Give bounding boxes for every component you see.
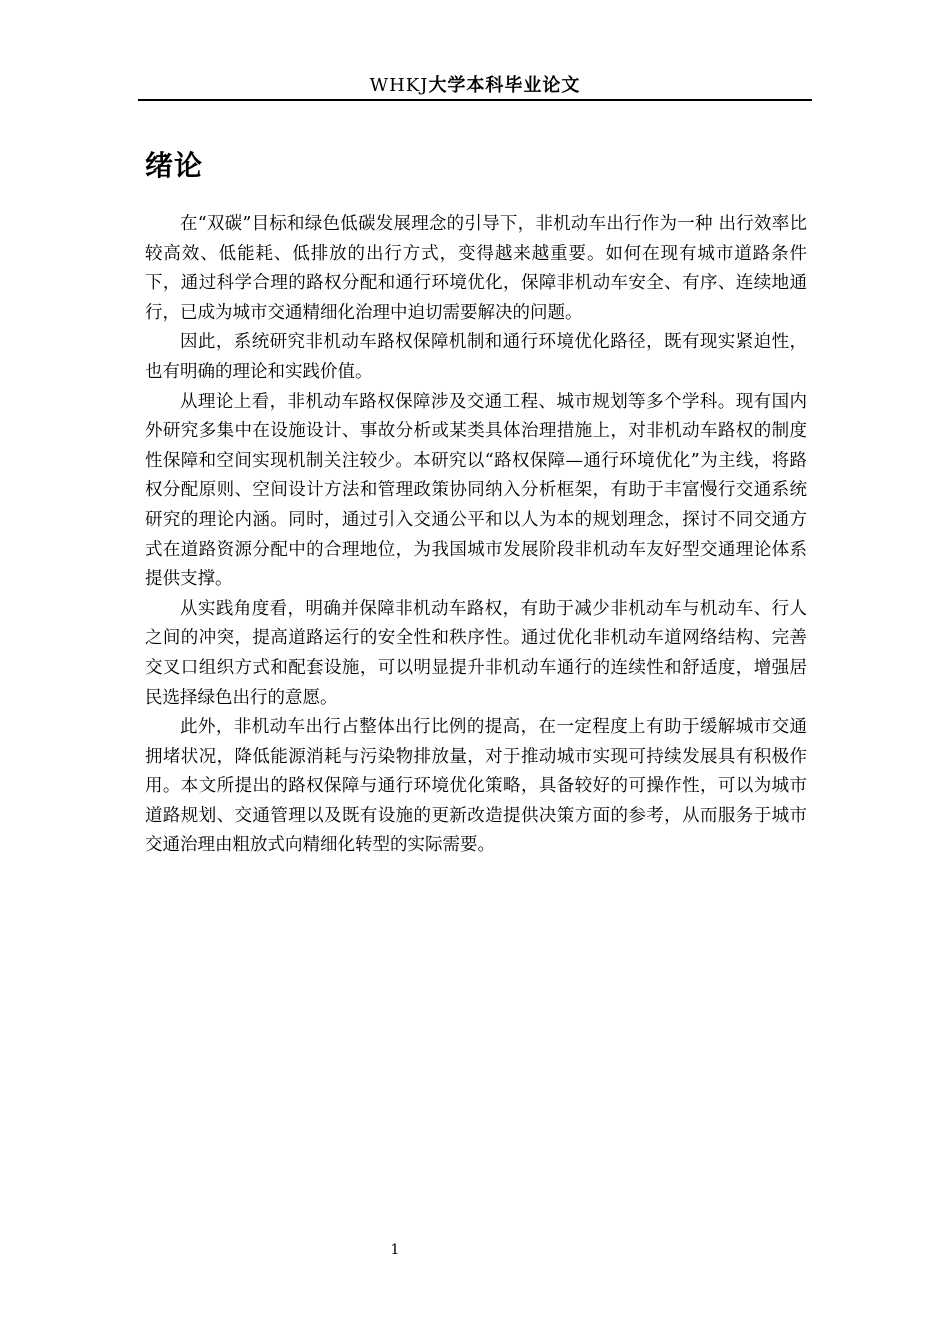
chapter-title: 绪论	[145, 149, 204, 182]
paragraph-2: 因此，系统研究非机动车路权保障机制和通行环境优化路径，既有现实紧迫性，也有明确的理论和实践价值。	[145, 332, 807, 382]
paragraph-5: 此外，非机动车出行占整体出行比例的提高，在一定程度上有助于缓解城市交通拥堵状况，降低能源消耗与污染物排放量，对于推动城市实现可持续发展具有积极作用。本文所提出的路权保障与通行环境优化策略，具备较好的可操作性，可以为城市道路规划、交通管理以及既有设施的更新改造提供决策方面的参考，从而服务于城市交通治理由粗放式向精细化转型的实际需要。	[145, 717, 807, 856]
paragraph-3: 从理论上看，非机动车路权保障涉及交通工程、城市规划等多个学科。现有国内外研究多集中在设施设计、事故分析或某类具体治理措施上，对非机动车路权的制度性保障和空间实现机制关注较少。本研究以“路权保障—通行环境优化”为主线，将路权分配原则、空间设计方法和管理政策协同纳入分析框架，有助于丰富慢行交通系统研究的理论内涵。同时，通过引入交通公平和以人为本的规划理念，探讨不同交通方式在道路资源分配中的合理地位，为我国城市发展阶段非机动车友好型交通理论体系提供支撑。	[145, 391, 807, 590]
header-rule	[138, 99, 812, 101]
header-latin-text: WHKJ	[369, 75, 429, 96]
page-number: 1	[390, 1242, 400, 1258]
running-header	[138, 74, 812, 98]
paragraph-1: 在“双碳”目标和绿色低碳发展理念的引导下，非机动车出行作为一种 出行效率比较高效、低能耗、低排放的出行方式，变得越来越重要。如何在现有城市道路条件下，通过科学合理的路权分配和通行环境优化，保障非机动车安全、有序、连续地通行，已成为城市交通精细化治理中迫切需要解决的问题。	[145, 214, 807, 323]
paragraph-4: 从实践角度看，明确并保障非机动车路权，有助于减少非机动车与机动车、行人之间的冲突，提高道路运行的安全性和秩序性。通过优化非机动车道网络结构、完善交叉口组织方式和配套设施，可以明显提升非机动车通行的连续性和舒适度，增强居民选择绿色出行的意愿。	[145, 598, 807, 708]
body-text	[145, 210, 807, 861]
header-cjk-text: 大学本科毕业论文	[428, 75, 581, 96]
